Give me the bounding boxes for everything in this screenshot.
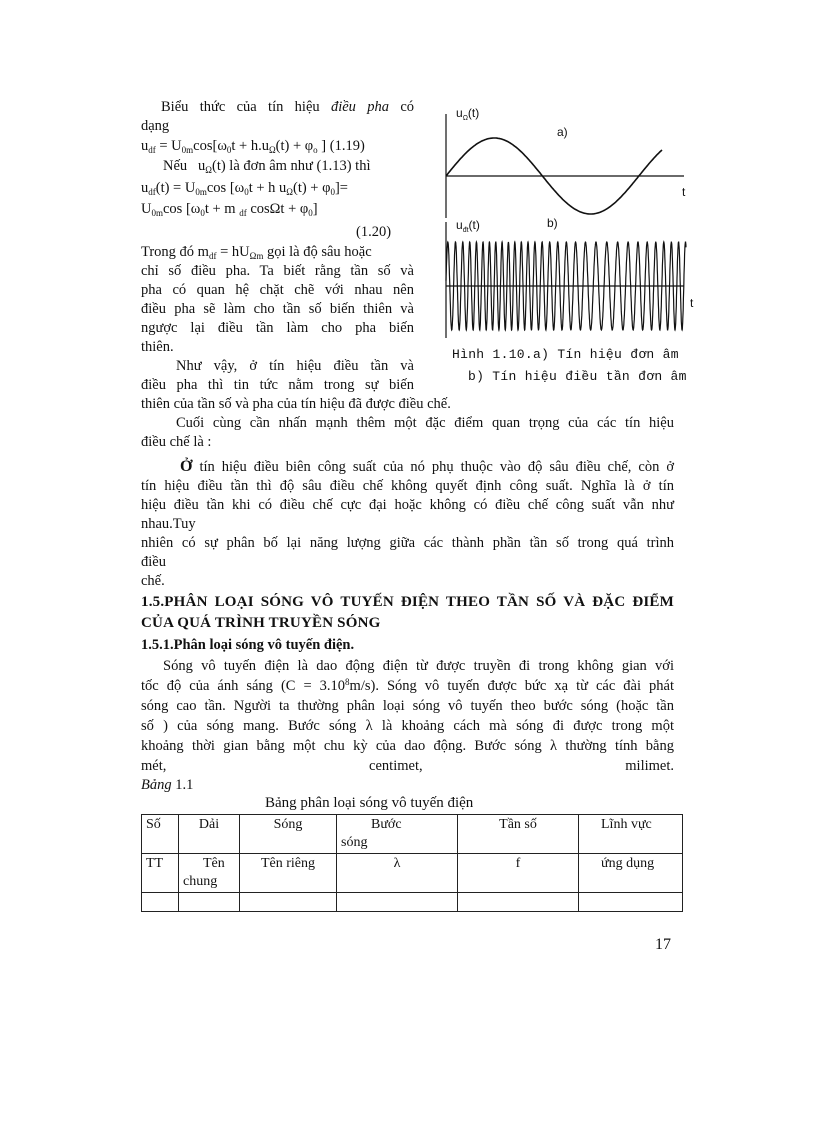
table-cell <box>240 893 337 912</box>
para2-line1: Cuối cùng cần nhấn mạnh thêm một đặc điểm quan trọng của các tín hiệu <box>176 415 674 431</box>
table-cell <box>458 893 579 912</box>
table-cell <box>142 893 179 912</box>
para-left-line4: điều pha sẽ làm cho tần số biến thiên và <box>141 301 414 317</box>
para-left-line1: Trong đó $m_{df} = hU_{\Omega m}$ gọi là độ sâu hoặc <box>141 244 372 261</box>
para1-line2: dạng <box>141 118 170 134</box>
table-cell: λ <box>337 854 458 893</box>
para-left-line6: thiên. <box>141 339 174 355</box>
table-cell: TT <box>142 854 179 893</box>
table-cell: Tần số <box>458 815 579 854</box>
para4-line4: số ) của sóng mang. Bước sóng λ là khoảng cách mà sóng đi được trong một <box>141 718 674 734</box>
page-number: 17 <box>655 936 671 953</box>
table-row <box>142 815 683 854</box>
para3-line5: nhiên có sự phân bố lại năng lượng giữa các thành phần tần số trong quá trình <box>141 535 674 551</box>
para4-line5: khoảng thời gian bằng một chu kỳ của dao động. Bước sóng λ thường tính bằng <box>141 738 674 754</box>
section-heading-1-5-line1: 1.5.PHÂN LOẠI SÓNG VÔ TUYẾN ĐIỆN THEO TẦN SỐ VÀ ĐẶC ĐIỂM <box>141 594 674 610</box>
table-cell: Sóng <box>240 815 337 854</box>
para3-line2: tín hiệu điều tần thì độ sâu điều chế không quyết định công suất. Nghĩa là ở tín <box>141 478 674 494</box>
table-row <box>142 854 683 893</box>
para-left-line2: chỉ số điều pha. Ta biết rằng tần số và <box>141 263 414 279</box>
para3-line7: chế. <box>141 573 165 589</box>
para4-line6: mét, centimet, milimet. <box>141 758 674 774</box>
table-cell: ứng dụng <box>579 854 683 893</box>
para3-line3: hiệu điều tần khi có điều chế cực đại hoặc không có điều chế công suất vẫn như <box>141 497 674 513</box>
equation-1-20-line2: $U_{0m}\cos$ [$\omega_0t + m$ $_{df}$ $\cos\Omega t + \varphi_0$] <box>141 201 318 218</box>
para-left-line3: pha có quan hệ chặt chẽ với nhau nên <box>141 282 414 298</box>
para3-line1: Ở tín hiệu điều biên công suất của nó phụ thuộc vào độ sâu điều chế, còn ở <box>180 458 674 475</box>
fig-label-a: $u_\Omega(t)$ <box>456 106 480 122</box>
fig-label-b: $u_{đt}(t)$ <box>456 218 480 234</box>
figure-caption-1: Hình 1.10.a) Tín hiệu đơn âm <box>452 347 679 362</box>
fig-t-b: t <box>690 296 694 310</box>
para-left-line8: điều pha thì tin tức nằm trong sự biến <box>141 377 414 393</box>
para3-line6: điều <box>141 554 166 570</box>
table-cell: Tên chung <box>179 854 240 893</box>
table-cell: Bước sóng <box>337 815 458 854</box>
table-cell <box>179 893 240 912</box>
para-left-line7: Như vậy, ở tín hiệu điều tần và <box>176 358 414 374</box>
table-row <box>142 893 683 912</box>
table-cell: Dải <box>179 815 240 854</box>
para1-line1: Biểu thức của tín hiệu điều pha có <box>161 99 415 115</box>
table-title: Bảng phân loại sóng vô tuyến điện <box>265 795 474 811</box>
para-left-line5: ngược lại điều tần làm cho pha biến <box>141 320 414 336</box>
table-cell: Tên riêng <box>240 854 337 893</box>
fig-tag-a: a) <box>557 125 568 139</box>
table-reference: Bảng 1.1 <box>141 777 194 793</box>
table-cell <box>579 893 683 912</box>
figure-caption-2: b) Tín hiệu điều tần đơn âm <box>468 369 687 384</box>
para2-line2: điều chế là : <box>141 434 212 450</box>
para4-line2: tốc độ của ánh sáng $(C = 3.10^8m/s)$. Sóng vô tuyến được bức xạ từ các đài phát <box>141 677 674 694</box>
para3-line4: nhau.Tuy <box>141 516 196 532</box>
subsection-heading-1-5-1: 1.5.1.Phân loại sóng vô tuyến điện. <box>141 637 355 653</box>
equation-1-20-line1: $u_{df}(t) = U_{0m}\cos$ [$\omega_0t + h$ $u_\Omega(t) + \varphi_0]=$ <box>141 180 348 197</box>
wave-classification-table <box>141 814 683 912</box>
para4-line1: Sóng vô tuyến điện là dao động điện từ được truyền đi trong không gian với <box>163 658 674 674</box>
fig-tag-b: b) <box>547 216 558 230</box>
table-cell: Lĩnh vực <box>579 815 683 854</box>
equation-1-20-number: (1.20) <box>356 224 392 240</box>
para4-line3: sóng cao tần. Người ta thường phân loại sóng vô tuyến theo bước sóng (hoặc tần <box>141 698 674 714</box>
equation-note: Nếu $u_\Omega(t)$ là đơn âm như (1.13) thì <box>163 158 371 175</box>
table-cell <box>337 893 458 912</box>
section-heading-1-5-line2: CỦA QUÁ TRÌNH TRUYỀN SÓNG <box>141 615 381 631</box>
fig-t-a: t <box>682 185 686 199</box>
table-cell: f <box>458 854 579 893</box>
para-left-line9: thiên của tần số và pha của tín hiệu đã được điều chế. <box>141 396 451 412</box>
equation-1-19: $u_{df} = U_{0m}\cos[\omega_0t + h.u_\Omega(t) + \varphi_o$ ] (1.19) <box>141 138 365 155</box>
table-cell: Số <box>142 815 179 854</box>
